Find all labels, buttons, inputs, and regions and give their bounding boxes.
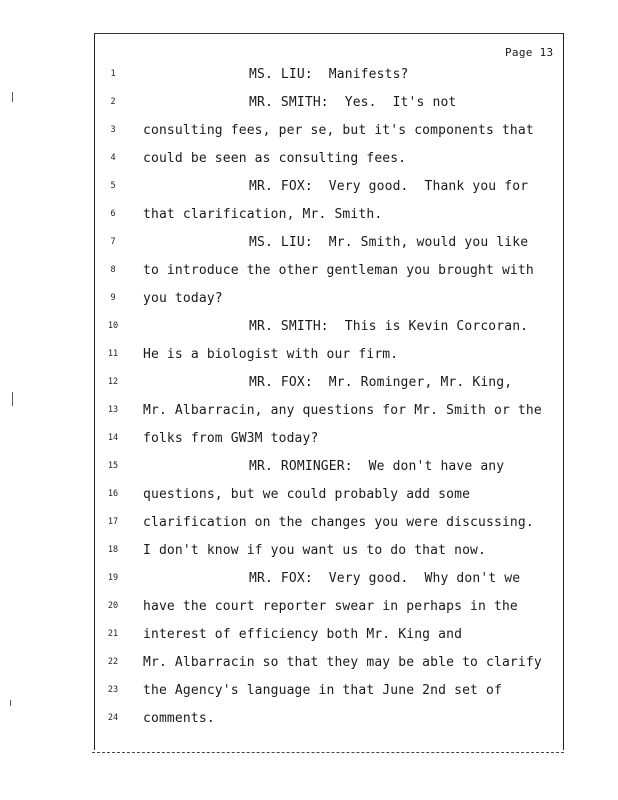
- transcript-line: the Agency's language in that June 2nd set of: [143, 683, 502, 698]
- line-number: 11: [107, 349, 119, 359]
- transcript-line: comments.: [143, 711, 215, 726]
- transcript-line: MR. FOX: Very good. Why don't we: [249, 571, 521, 586]
- transcript-line: MR. SMITH: This is Kevin Corcoran.: [249, 319, 529, 334]
- scan-speck: [12, 92, 13, 102]
- transcript-line: that clarification, Mr. Smith.: [143, 207, 383, 222]
- line-number: 12: [107, 377, 119, 387]
- line-number: 6: [110, 209, 116, 219]
- transcript-line: Mr. Albarracin so that they may be able to clarify: [143, 655, 542, 670]
- transcript-line: MS. LIU: Mr. Smith, would you like: [249, 235, 529, 250]
- line-number: 24: [107, 713, 119, 723]
- transcript-line: MS. LIU: Manifests?: [249, 67, 409, 82]
- scan-speck: [10, 700, 11, 706]
- transcript-line: you today?: [143, 291, 223, 306]
- transcript-line: have the court reporter swear in perhaps in the: [143, 599, 518, 614]
- transcript-line: consulting fees, per se, but it's components that: [143, 123, 534, 138]
- line-number: 5: [110, 181, 116, 191]
- line-number: 15: [107, 461, 119, 471]
- transcript-line: to introduce the other gentleman you brought with: [143, 263, 534, 278]
- line-number: 8: [110, 265, 116, 275]
- transcript-line: questions, but we could probably add some: [143, 487, 471, 502]
- transcript-line: clarification on the changes you were discussing.: [143, 515, 534, 530]
- line-number: 4: [110, 153, 116, 163]
- transcript-line: Mr. Albarracin, any questions for Mr. Smith or the: [143, 403, 542, 418]
- transcript-line: MR. SMITH: Yes. It's not: [249, 95, 457, 110]
- line-number: 23: [107, 685, 119, 695]
- line-number: 20: [107, 601, 119, 611]
- transcript-line: MR. FOX: Mr. Rominger, Mr. King,: [249, 375, 513, 390]
- line-number: 9: [110, 293, 116, 303]
- transcript-line: folks from GW3M today?: [143, 431, 319, 446]
- scan-speck: [12, 392, 13, 406]
- line-number: 19: [107, 573, 119, 583]
- line-number: 13: [107, 405, 119, 415]
- transcript-line: He is a biologist with our firm.: [143, 347, 399, 362]
- page-number-label: Page 13: [505, 46, 554, 59]
- line-number: 17: [107, 517, 119, 527]
- line-number: 22: [107, 657, 119, 667]
- line-number: 2: [110, 97, 116, 107]
- line-number: 10: [107, 321, 119, 331]
- transcript-line: interest of efficiency both Mr. King and: [143, 627, 463, 642]
- line-number: 21: [107, 629, 119, 639]
- transcript-line: MR. FOX: Very good. Thank you for: [249, 179, 529, 194]
- line-number: 18: [107, 545, 119, 555]
- line-number: 7: [110, 237, 116, 247]
- line-number: 1: [110, 69, 116, 79]
- transcript-line: could be seen as consulting fees.: [143, 151, 407, 166]
- page-bottom-rule: [92, 752, 564, 753]
- transcript-page-frame: [94, 33, 564, 750]
- line-number: 3: [110, 125, 116, 135]
- line-number: 14: [107, 433, 119, 443]
- line-number: 16: [107, 489, 119, 499]
- transcript-line: I don't know if you want us to do that now.: [143, 543, 486, 558]
- transcript-line: MR. ROMINGER: We don't have any: [249, 459, 505, 474]
